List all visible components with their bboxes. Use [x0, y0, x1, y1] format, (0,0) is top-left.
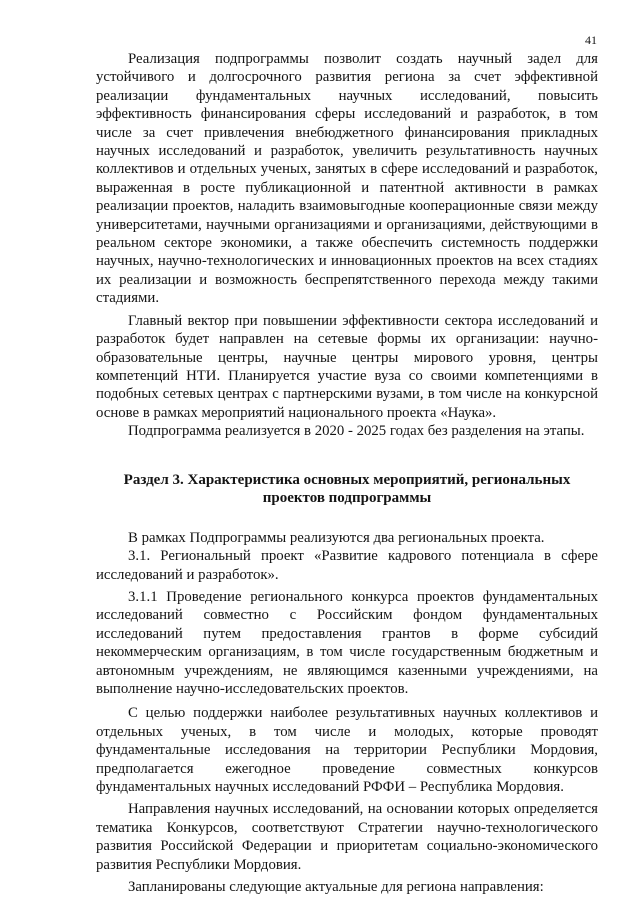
- paragraph-two-projects: В рамках Подпрограммы реализуются два региональных проекта.: [128, 529, 545, 546]
- page-number: 41: [585, 33, 597, 47]
- paragraph-research-directions: Направления научных исследований, на основании которых определяется тематика Конкурсов, соответствуют Стратегии научно-технологического развития Российской Федерации и приоритетам социально-экономического развития Республики Мордовия.: [96, 801, 598, 873]
- paragraph-implementation-period: Подпрограмма реализуется в 2020 - 2025 годах без разделения на этапы.: [128, 423, 585, 440]
- document-body: [96, 50, 598, 896]
- paragraph-subprogram-outcomes: Реализация подпрограммы позволит создать научный задел для устойчивого и долгосрочного развития региона за счет эффективной реализации фундаментальных научных исследований, повысить эффективность финансирования сферы исследований и разработок, в том числе за счет привлечения внебюджетного финансирования прикладных научных исследований и разработок, увеличить результативность научных коллективов и отдельных ученых, занятых в сфере исследований и разработок, выраженная в росте публикационной и патентной активности в рамках реализации проектов, наладить взаимовыгодные кооперационные связи между университетами, научными организациями и организациями, действующими в реальном секторе экономики, а также обеспечить системность поддержки научных, научно-технологических и инновационных проектов на всех стадиях их реализации и возможность беспрепятственного перехода между такими стадиями.: [96, 51, 598, 307]
- paragraph-planned-directions: Запланированы следующие актуальные для региона направления:: [128, 879, 544, 896]
- paragraph-item-3-1-1: 3.1.1 Проведение регионального конкурса проектов фундаментальных исследований совместно с Российским фондом фундаментальных исследований путем предоставления грантов в форме субсидий некоммерческим организациям, в том числе государственным бюджетным и автономным учреждениям, не являющимся казенными учреждениями, на выполнение научно-исследовательских проектов.: [96, 588, 598, 697]
- paragraph-regional-project-3-1: 3.1. Региональный проект «Развитие кадрового потенциала в сфере исследований и разработок».: [96, 548, 598, 583]
- paragraph-main-vector: Главный вектор при повышении эффективности сектора исследований и разработок будет направлен на сетевые формы их организации: научно-образовательные центры, научные центры мирового уровня, центры компетенций НТИ. Планируется участие вуза со своими компетенциями в подобных сетевых центрах с партнерскими вузами, в том числе на конкурсной основе в рамках мероприятий национального проекта «Наука».: [96, 312, 598, 421]
- section-heading: Раздел 3. Характеристика основных мероприятий, региональных проектов подпрограммы: [123, 471, 571, 507]
- paragraph-support-goal: С целью поддержки наиболее результативных научных коллективов и отдельных ученых, в том числе и молодых, которые проводят фундаментальные исследования на территории Республики Мордовия, предполагается ежегодное проведение совместных конкурсов фундаментальных научных исследований РФФИ – Республика Мордовия.: [96, 705, 598, 795]
